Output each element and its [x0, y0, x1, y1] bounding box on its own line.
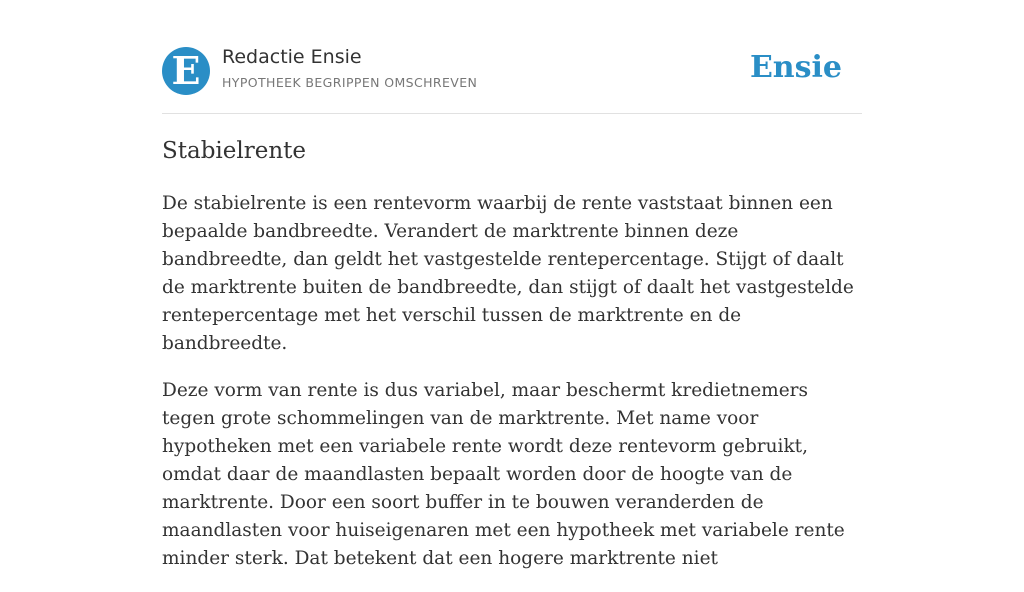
category-label[interactable]: HYPOTHEEK BEGRIPPEN OMSCHREVEN — [222, 75, 478, 90]
article-header — [162, 0, 862, 114]
page-title: Stabielrente — [162, 138, 307, 164]
author-logo-icon[interactable]: E — [162, 47, 210, 95]
article-container — [162, 0, 862, 569]
article-body — [162, 190, 862, 592]
author-name[interactable]: Redactie Ensie — [222, 46, 362, 68]
paragraph-1: De stabielrente is een rentevorm waarbij de rente vaststaat binnen een bepaalde bandbreedte. Verandert de marktrente binnen deze bandbreedte, dan geldt het vastgestelde rentepercentage. Stijgt of daalt de marktrente buiten de bandbreedte, dan stijgt of daalt het vastgestelde rentepercentage met het verschil tussen de marktrente en de bandbreedte. — [162, 193, 854, 354]
paragraph-2: Deze vorm van rente is dus variabel, maar beschermt kredietnemers tegen grote schommelingen van de marktrente. Met name voor hypotheken met een variabele rente wordt deze rentevorm gebruikt, omdat daar de maandlasten bepaalt worden door de hoogte van de marktrente. Door een soort buffer in te bouwen veranderden de maandlasten voor huiseigenaren met een hypotheek met variabele rente minder sterk. Dat betekent dat een hogere marktrente niet — [162, 380, 845, 569]
brand-logo[interactable]: Ensie — [749, 50, 842, 85]
